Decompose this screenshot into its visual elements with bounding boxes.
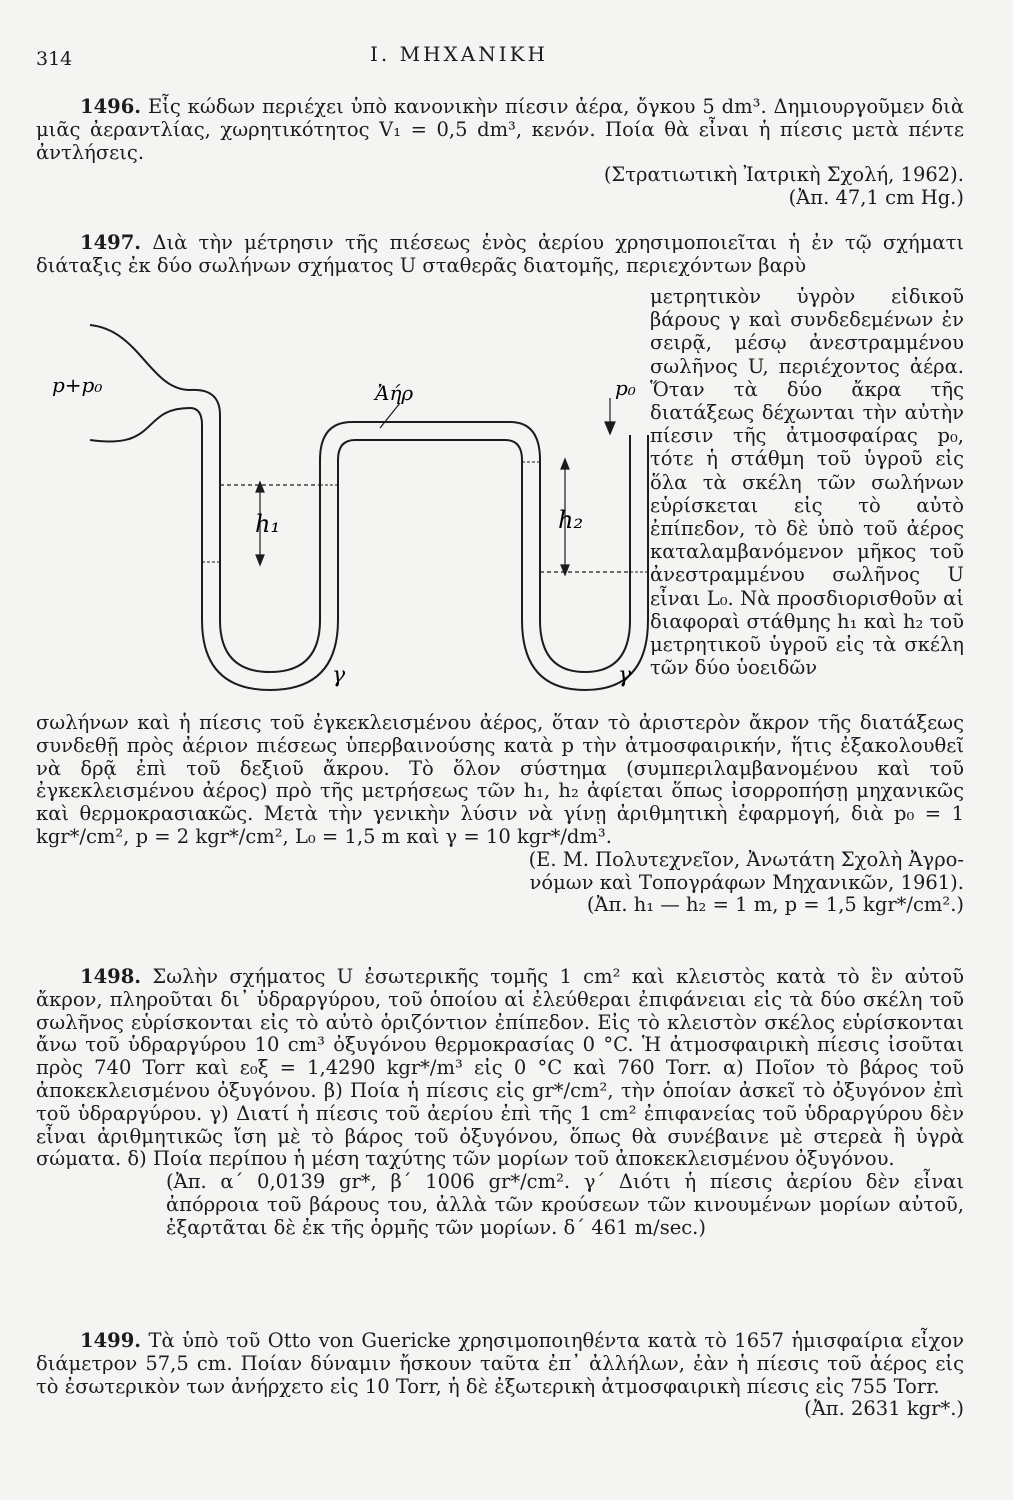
problem-1496-source: (Στρατιωτικὴ Ἰατρικὴ Σχολή, 1962). xyxy=(603,163,964,187)
problem-1498 xyxy=(36,966,964,1240)
problem-1496-answer: (Ἀπ. 47,1 cm Hg.) xyxy=(788,186,964,210)
problem-1496-text: 1496. Εἷς κώδων περιέχει ὑπὸ κανονικὴν πίεσιν ἀέρα, ὄγκου 5 dm³. Δημιουργοῦμεν διὰ μιᾶς ἀεραντλίας, χωρητικότητος V₁ = 0,5 dm³, κενόν. Ποία θὰ εἶναι ἡ πίεσις μετὰ πέντε ἀντλήσεις. xyxy=(36,95,964,164)
problem-number: 1498. xyxy=(80,965,142,988)
problem-1497-rest xyxy=(36,712,964,917)
problem-1496 xyxy=(36,96,964,210)
problem-1499-text: 1499. Τὰ ὑπὸ τοῦ Otto von Guericke χρησιμοποιηθέντα κατὰ τὸ 1657 ἡμισφαίρια εἶχον διάμετρον 57,5 cm. Ποίαν δύναμιν ἤσκουν ταῦτα ἐπ᾽ ἀλλήλων, ἐὰν ἡ πίεσις τοῦ ἀέρος εἰς τὸ ἐσωτερικὸν των ἀνήρχετο εἰς 10 Torr, ἡ δὲ ἐξωτερικὴ ἀτμοσφαιρικὴ πίεσις εἰς 755 Torr. xyxy=(36,1329,964,1398)
problem-1497-intro: 1497. Διὰ τὴν μέτρησιν τῆς πιέσεως ἑνὸς ἀερίου χρησιμοποιεῖται ἡ ἐν τῷ σχήματι διάταξις ἐκ δύο σωλήνων σχήματος U σταθερᾶς διατομῆς, περιεχόντων βαρὺ xyxy=(36,231,965,277)
problem-1499-answer: (Ἀπ. 2631 kgr*.) xyxy=(804,1397,964,1421)
right-u-tube xyxy=(190,408,648,690)
problem-1497-rest-text: σωλήνων καὶ ἡ πίεσις τοῦ ἐγκεκλεισμένου ἀέρος, ὅταν τὸ ἀριστερὸν ἄκρον τῆς διατάξεως συνδεθῇ πρὸς ἀέριον πιέσεως ὑπερβαινούσης κατὰ p τὴν ἀτμοσφαιρικήν, ἥτις ἐξακολουθεῖ νὰ δρᾷ ἐπὶ τοῦ δεξιοῦ ἄκρου. Τὸ ὅλον σύστημα (συμπεριλαμβανομένου καὶ τοῦ ἐγκεκλεισμένου ἀέρος) πρὸ τῆς μετρήσεως τῶν h₁, h₂ ἀφίεται ὅπως ἰσορροπήσῃ μηχανικῶς καὶ θερμοκρασιακῶς. Μετὰ τὴν γενικὴν λύσιν νὰ γίνῃ ἀριθμητικὴ ἐφαρμογή, διὰ p₀ = 1 kgr*/cm², p = 2 kgr*/cm², L₀ = 1,5 m καὶ γ = 10 kgr*/dm³. xyxy=(36,711,964,848)
label-gamma-left: γ xyxy=(332,663,346,688)
label-p0: p₀ xyxy=(615,376,636,400)
problem-1499 xyxy=(36,1330,964,1421)
label-h1: h₁ xyxy=(255,510,281,538)
problem-1497-source-2: νόμων καὶ Τοπογράφων Μηχανικῶν, 1961). xyxy=(529,870,964,894)
label-h2: h₂ xyxy=(558,506,584,534)
problem-number: 1497. xyxy=(80,231,142,254)
problem-1497-source-1: (Ε. Μ. Πολυτεχνεῖον, Ἀνωτάτη Σχολὴ Ἀγρο- xyxy=(528,847,964,871)
u-tube-manometer-figure xyxy=(30,300,636,720)
running-head: I. ΜΗΧΑΝΙΚΗ xyxy=(370,42,548,66)
problem-1498-answer: (Ἀπ. α΄ 0,0139 gr*, β΄ 1006 gr*/cm². γ΄ Διότι ἡ πίεσις ἀερίου δὲν εἶναι ἀπόρροια τοῦ βάρους του, ἀλλὰ τῶν κρούσεων τῶν κινουμένων μορίων αὐτοῦ, ἐξαρτᾶται δὲ ἐκ τῆς ὁρμῆς τῶν μορίων. δ΄ 461 m/sec.) xyxy=(166,1170,964,1239)
label-air: Ἀήρ xyxy=(375,381,414,405)
inlet-bulb xyxy=(90,325,190,442)
label-gamma-right: γ xyxy=(618,663,632,688)
problem-1497-side-text: μετρητικὸν ὑγρὸν εἰδικοῦ βάρους γ καὶ συνδεδεμένων ἐν σειρᾷ, μέσῳ ἀνεστραμμένου σωλῆνος U, περιέχοντος ἀέρα. Ὅταν τὰ δύο ἄκρα τῆς διατάξεως δέχωνται τὴν αὐτὴν πίεσιν τῆς ἀτμοσφαίρας p₀, τότε ἡ στάθμη τοῦ ὑγροῦ εἰς ὅλα τὰ σκέλη τῶν σωλήνων εὑρίσκεται εἰς τὸ αὐτὸ ἐπίπεδον, τὸ δὲ ὑπὸ τοῦ ἀέρος καταλαμβανόμενον μῆκος τοῦ ἀνεστραμμένου σωλῆνος U εἶναι L₀. Νὰ προσδιορισθοῦν αἱ διαφοραὶ στάθμης h₁ καὶ h₂ τοῦ μετρητικοῦ ὑγροῦ εἰς τὰ σκέλη τῶν δύο ὑοειδῶν xyxy=(650,285,964,680)
problem-1497-answer: (Ἀπ. h₁ — h₂ = 1 m, p = 1,5 kgr*/cm².) xyxy=(586,893,964,917)
label-p-plus-p0: p+p₀ xyxy=(52,373,103,397)
problem-1498-text: 1498. Σωλὴν σχήματος U ἐσωτερικῆς τομῆς 1 cm² καὶ κλειστὸς κατὰ τὸ ἓν αὐτοῦ ἄκρον, πληροῦται δι᾽ ὑδραργύρου, τοῦ ὁποίου αἱ ἐλεύθεραι ἐπιφάνειαι εἰς τὰ δύο σκέλη τοῦ σωλῆνος εὑρίσκονται εἰς τὸ αὐτὸ ὁριζόντιον ἐπίπεδον. Εἰς τὸ κλειστὸν σκέλος εὑρίσκονται ἄνω τοῦ ὑδραργύρου 10 cm³ ὀξυγόνου θερμοκρασίας 0 °C. Ἡ ἀτμοσφαιρικὴ πίεσις ἰσοῦται πρὸς 740 Torr καὶ ε₀ξ = 1,4290 kgr*/m³ εἰς 0 °C καὶ 760 Torr. α) Ποῖον τὸ βάρος τοῦ ἀποκεκλεισμένου ὀξυγόνου. β) Ποία ἡ πίεσις εἰς gr*/cm², τὴν ὁποίαν ἀσκεῖ τὸ ὀξυγόνον ἐπὶ τοῦ ὑδραργύρου. γ) Διατί ἡ πίεσις τοῦ ἀερίου ἐπὶ τῆς 1 cm² ἐπιφανείας τοῦ ὑδραργύρου δὲν εἶναι ἀριθμητικῶς ἴση μὲ τὸ βάρος τοῦ ὀξυγόνου, ὅπως θὰ συνέβαινε μὲ στερεὰ ἢ ὑγρὰ σώματα. δ) Ποία περίπου ἡ μέση ταχύτης τῶν μορίων τοῦ ἀποκεκλεισμένου ὀξυγόνου. xyxy=(36,965,965,1171)
page-number: 314 xyxy=(36,48,73,70)
problem-number: 1496. xyxy=(80,95,142,118)
problem-number: 1499. xyxy=(80,1329,142,1352)
